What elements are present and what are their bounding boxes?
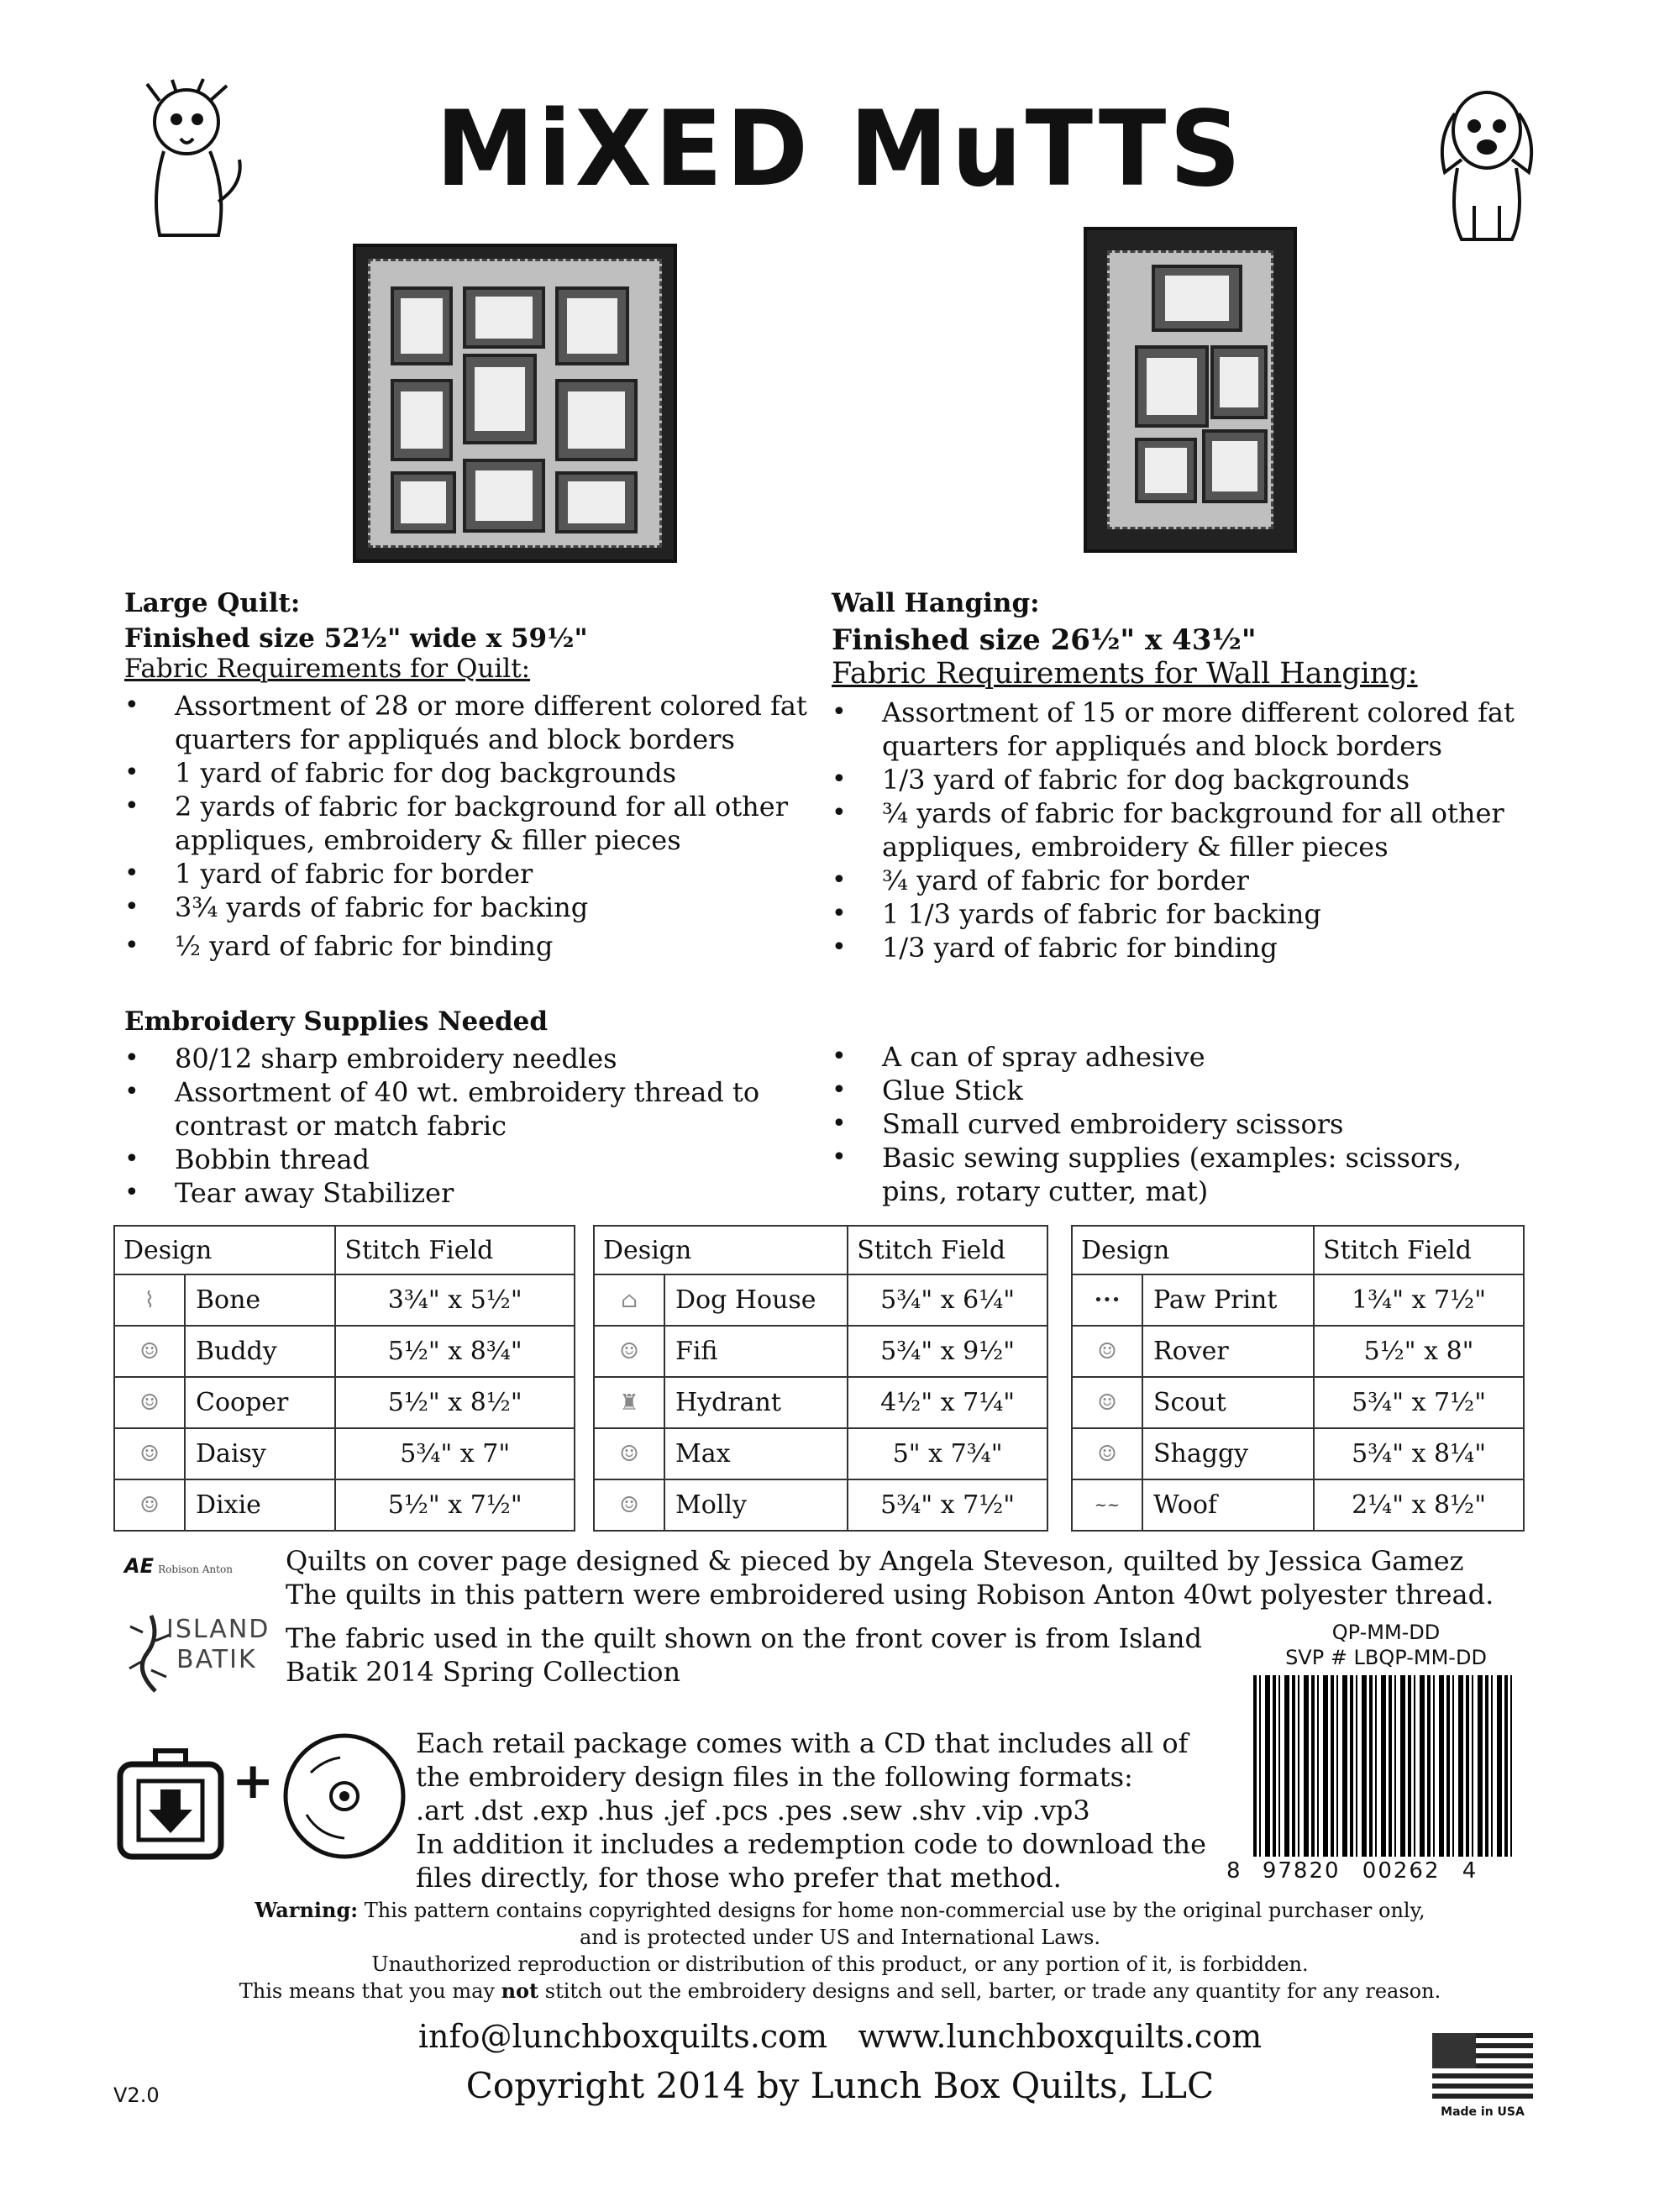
list-item: • 1 yard of fabric for dog backgrounds bbox=[124, 756, 813, 790]
list-item: • 2 yards of fabric for background for all other appliques, embroidery & filler pieces bbox=[124, 790, 813, 857]
contact-line: info@lunchboxquilts.com www.lunchboxquilts.com bbox=[417, 2018, 1263, 2055]
large-quilt-req-heading: Fabric Requirements for Quilt: bbox=[124, 654, 531, 684]
col-stitch: Stitch Field bbox=[335, 1226, 575, 1274]
table-row: ☺ Molly 5¾" x 7½" bbox=[594, 1479, 1047, 1531]
barcode-digits: 8 97820 00262 4 bbox=[1226, 1858, 1477, 1884]
wall-hanging-section bbox=[832, 588, 1537, 964]
table-row: ☺ Shaggy 5¾" x 8¼" bbox=[1072, 1428, 1524, 1479]
list-item: • 80/12 sharp embroidery needles bbox=[124, 1042, 813, 1075]
list-item: • 1/3 yard of fabric for dog backgrounds bbox=[832, 763, 1537, 796]
table-row: ☺ Scout 5¾" x 7½" bbox=[1072, 1377, 1524, 1428]
product-codes bbox=[1243, 1620, 1529, 1670]
table-row: ☺ Buddy 5½" x 8¾" bbox=[114, 1326, 575, 1377]
paw-print-icon: ••• bbox=[1072, 1274, 1142, 1326]
list-item: • ¾ yard of fabric for border bbox=[832, 864, 1537, 897]
product-code: QP-MM-DD bbox=[1331, 1621, 1441, 1644]
table-row: ••• Paw Print 1¾" x 7½" bbox=[1072, 1274, 1524, 1326]
table-row: ☺ Dixie 5½" x 7½" bbox=[114, 1479, 575, 1531]
credits-text bbox=[286, 1544, 1546, 1611]
lunchbox-download-icon bbox=[113, 1739, 248, 1865]
large-quilt-section bbox=[124, 588, 813, 963]
table-row: ~~ Woof 2¼" x 8½" bbox=[1072, 1479, 1524, 1531]
fabric-credit: The fabric used in the quilt shown on the front cover is from Island Batik 2014 Spring Collection bbox=[286, 1622, 1202, 1688]
list-item: • 3¾ yards of fabric for backing bbox=[124, 891, 813, 924]
dog-illustration-right bbox=[1428, 80, 1546, 248]
dog-icon: ☺ bbox=[1072, 1428, 1142, 1479]
large-quilt-list bbox=[124, 689, 813, 963]
list-item: • 1 yard of fabric for border bbox=[124, 857, 813, 891]
plus-sign: + bbox=[232, 1752, 275, 1810]
stitch-table-2 bbox=[593, 1225, 1048, 1532]
table-row: ☺ Fifi 5¾" x 9½" bbox=[594, 1326, 1047, 1377]
robison-anton-logo: AE Robison Anton bbox=[124, 1554, 233, 1578]
credit-line-1: Quilts on cover page designed & pieced by Angela Steveson, quilted by Jessica Gamez bbox=[286, 1545, 1464, 1577]
table-row: ☺ Daisy 5¾" x 7" bbox=[114, 1428, 575, 1479]
col-design: Design bbox=[114, 1226, 335, 1274]
list-item: • Bobbin thread bbox=[124, 1143, 813, 1176]
version-label: V2.0 bbox=[113, 2084, 160, 2107]
dog-icon: ☺ bbox=[114, 1479, 185, 1531]
barcode bbox=[1253, 1675, 1512, 1857]
wall-hanging-list bbox=[832, 696, 1537, 964]
cd-icon bbox=[277, 1722, 412, 1865]
stitch-table-3 bbox=[1071, 1225, 1525, 1532]
wall-hanging-heading: Wall Hanging: bbox=[832, 588, 1040, 618]
dog-icon: ☺ bbox=[114, 1326, 185, 1377]
stitch-table-1 bbox=[113, 1225, 575, 1532]
copyright: Copyright 2014 by Lunch Box Quilts, LLC bbox=[465, 2065, 1215, 2106]
embroidery-section-right bbox=[832, 1035, 1504, 1208]
woof-icon: ~~ bbox=[1072, 1479, 1142, 1531]
embroidery-list-left bbox=[124, 1042, 813, 1210]
wall-hanging-image bbox=[1084, 227, 1297, 553]
dog-illustration-left bbox=[126, 76, 252, 244]
page-title: MiXED MuTTS bbox=[435, 87, 1245, 210]
dog-house-icon: ⌂ bbox=[594, 1274, 664, 1326]
dog-icon: ☺ bbox=[594, 1428, 664, 1479]
made-in-usa-badge: Made in USA bbox=[1432, 2033, 1533, 2126]
dog-icon: ☺ bbox=[1072, 1326, 1142, 1377]
dog-icon: ☺ bbox=[594, 1479, 664, 1531]
dog-icon: ☺ bbox=[1072, 1377, 1142, 1428]
list-item: • ½ yard of fabric for binding bbox=[124, 929, 813, 963]
list-item: • Small curved embroidery scissors bbox=[832, 1107, 1504, 1141]
col-design: Design bbox=[1072, 1226, 1314, 1274]
list-item: • Assortment of 40 wt. embroidery thread to contrast or match fabric bbox=[124, 1075, 813, 1143]
warning-label: Warning: bbox=[255, 1898, 359, 1922]
col-stitch: Stitch Field bbox=[1314, 1226, 1524, 1274]
us-flag-icon bbox=[1432, 2033, 1533, 2102]
table-row: ☺ Rover 5½" x 8" bbox=[1072, 1326, 1524, 1377]
hydrant-icon: ♜ bbox=[594, 1377, 664, 1428]
list-item: • Basic sewing supplies (examples: scissors, pins, rotary cutter, mat) bbox=[832, 1141, 1504, 1208]
table-row: ♜ Hydrant 4½" x 7¼" bbox=[594, 1377, 1047, 1428]
list-item: • A can of spray adhesive bbox=[832, 1040, 1504, 1074]
large-quilt-heading: Large Quilt: bbox=[124, 588, 301, 618]
embroidery-list-right bbox=[832, 1040, 1504, 1208]
list-item: • Tear away Stabilizer bbox=[124, 1176, 813, 1210]
wall-hanging-size: Finished size 26½" x 43½" bbox=[832, 623, 1257, 657]
svp-code: SVP # LBQP-MM-DD bbox=[1285, 1646, 1487, 1669]
col-stitch: Stitch Field bbox=[848, 1226, 1047, 1274]
embroidery-heading: Embroidery Supplies Needed bbox=[124, 1006, 549, 1037]
col-design: Design bbox=[594, 1226, 848, 1274]
list-item: • Glue Stick bbox=[832, 1074, 1504, 1107]
large-quilt-size: Finished size 52½" wide x 59½" bbox=[124, 623, 588, 654]
dog-icon: ☺ bbox=[114, 1377, 185, 1428]
table-row: ☺ Cooper 5½" x 8½" bbox=[114, 1377, 575, 1428]
warning-text: Warning: This pattern contains copyrighted designs for home non-commercial use by the original purchaser only, and is protected under US and International Laws. Unauthorized reproduction or distribution of this product, or any portion of it, is forbidden. This means that you may not stitch out the embroidery designs and sell, barter, or trade any quantity for any reason. bbox=[239, 1898, 1441, 2003]
wall-hanging-req-heading: Fabric Requirements for Wall Hanging: bbox=[832, 657, 1418, 691]
table-row: ☺ Max 5" x 7¾" bbox=[594, 1428, 1047, 1479]
island-batik-logo: ISLAND BATIK bbox=[126, 1611, 286, 1695]
table-row: ⌇ Bone 3¾" x 5½" bbox=[114, 1274, 575, 1326]
dog-icon: ☺ bbox=[114, 1428, 185, 1479]
table-row: ⌂ Dog House 5¾" x 6¼" bbox=[594, 1274, 1047, 1326]
bone-icon: ⌇ bbox=[114, 1274, 185, 1326]
large-quilt-image bbox=[353, 244, 677, 563]
list-item: • Assortment of 15 or more different colored fat quarters for appliqués and block borders bbox=[832, 696, 1537, 763]
list-item: • 1 1/3 yards of fabric for backing bbox=[832, 897, 1537, 931]
list-item: • ¾ yards of fabric for background for all other appliques, embroidery & filler pieces bbox=[832, 796, 1537, 864]
dog-icon: ☺ bbox=[594, 1326, 664, 1377]
list-item: • 1/3 yard of fabric for binding bbox=[832, 931, 1537, 964]
cd-description: Each retail package comes with a CD that includes all of the embroidery design files in the following formats: .art .dst .exp .hus .jef .pcs .pes .sew .shv .vip .vp3 In addition it includes a redemption code to download the files directly, for those who prefer that method. bbox=[416, 1727, 1207, 1894]
embroidery-section bbox=[124, 1006, 813, 1210]
list-item: • Assortment of 28 or more different colored fat quarters for appliqués and block borders bbox=[124, 689, 813, 756]
credit-line-2: The quilts in this pattern were embroidered using Robison Anton 40wt polyester thread. bbox=[286, 1579, 1494, 1611]
